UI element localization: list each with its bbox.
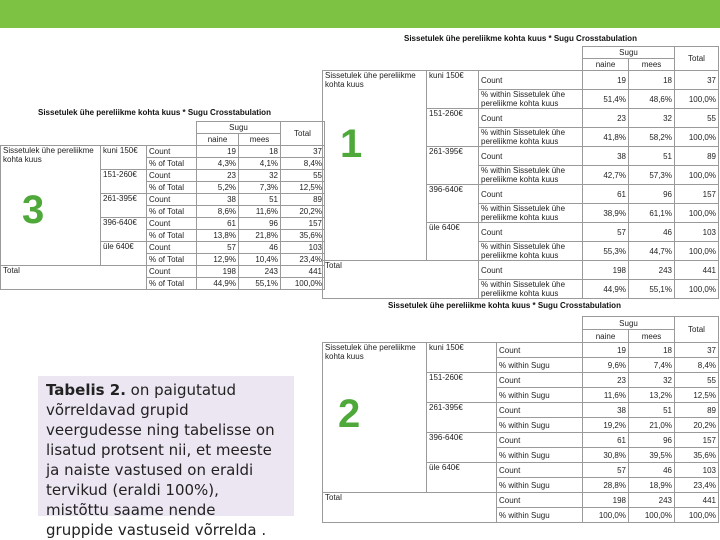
value-cell: 57: [583, 223, 629, 242]
caption-box: [38, 376, 294, 539]
value-cell: 35,6%: [281, 230, 325, 242]
corner-cell: [323, 317, 583, 330]
stat-label: Count: [497, 463, 583, 478]
value-cell: 12,9%: [197, 254, 239, 266]
group-header: Sugu: [197, 122, 281, 134]
value-cell: 5,2%: [197, 182, 239, 194]
value-cell: 23: [583, 109, 629, 128]
value-cell: 30,8%: [583, 448, 629, 463]
value-cell: 7,3%: [239, 182, 281, 194]
corner-cell: [1, 122, 197, 134]
value-cell: 55,1%: [629, 280, 675, 299]
row-group-label: 151-260€: [427, 373, 497, 403]
stat-label: % within Sugu: [497, 508, 583, 523]
top-accent-bar: [0, 0, 720, 28]
value-cell: 19: [583, 343, 629, 358]
value-cell: 8,4%: [281, 158, 325, 170]
value-cell: 23: [583, 373, 629, 388]
value-cell: 38: [197, 194, 239, 206]
row-group-label: üle 640€: [427, 223, 479, 261]
value-cell: 7,4%: [629, 358, 675, 373]
table-row: [323, 493, 719, 508]
stat-label: % within Sugu: [497, 418, 583, 433]
value-cell: 55: [675, 373, 719, 388]
value-cell: 28,8%: [583, 478, 629, 493]
value-cell: 21,0%: [629, 418, 675, 433]
total-header: Total: [675, 317, 719, 343]
stat-label: % within Sissetulek ühe pereliikme kohta kuus: [479, 242, 583, 261]
stat-label: Count: [479, 223, 583, 242]
row-group-label: 261-395€: [427, 147, 479, 185]
header-row: [323, 47, 719, 59]
value-cell: 103: [675, 223, 719, 242]
stat-label: Count: [147, 170, 197, 182]
value-cell: 157: [675, 433, 719, 448]
value-cell: 11,6%: [583, 388, 629, 403]
row-group-label: 151-260€: [101, 170, 147, 194]
row-group-label: kuni 150€: [101, 146, 147, 170]
value-cell: 55: [281, 170, 325, 182]
value-cell: 198: [583, 261, 629, 280]
col-header-naine: naine: [583, 330, 629, 343]
stat-label: % within Sissetulek ühe pereliikme kohta kuus: [479, 166, 583, 185]
stat-label: Count: [479, 71, 583, 90]
stat-label: % of Total: [147, 182, 197, 194]
stat-label: % within Sissetulek ühe pereliikme kohta kuus: [479, 90, 583, 109]
value-cell: 32: [629, 373, 675, 388]
crosstab-table-1: [322, 46, 719, 299]
value-cell: 19,2%: [583, 418, 629, 433]
value-cell: 48,6%: [629, 90, 675, 109]
value-cell: 38: [583, 403, 629, 418]
value-cell: 61,1%: [629, 204, 675, 223]
value-cell: 20,2%: [675, 418, 719, 433]
value-cell: 35,6%: [675, 448, 719, 463]
value-cell: 441: [675, 261, 719, 280]
table3-title: Sissetulek ühe pereliikme kohta kuus * Sugu Crosstabulation: [38, 108, 271, 117]
value-cell: 20,2%: [281, 206, 325, 218]
value-cell: 57: [583, 463, 629, 478]
value-cell: 44,7%: [629, 242, 675, 261]
stat-label: % of Total: [147, 254, 197, 266]
crosstab-table-3: [0, 121, 325, 290]
value-cell: 19: [583, 71, 629, 90]
table-row: [1, 146, 325, 158]
value-cell: 41,8%: [583, 128, 629, 147]
value-cell: 100,0%: [675, 90, 719, 109]
row-group-label: üle 640€: [427, 463, 497, 493]
stat-label: % within Sissetulek ühe pereliikme kohta kuus: [479, 204, 583, 223]
value-cell: 198: [583, 493, 629, 508]
stat-label: Count: [497, 343, 583, 358]
stat-label: % within Sissetulek ühe pereliikme kohta kuus: [479, 280, 583, 299]
value-cell: 46: [629, 223, 675, 242]
total-label: Total: [323, 493, 497, 523]
stat-label: % within Sugu: [497, 388, 583, 403]
value-cell: 37: [675, 343, 719, 358]
value-cell: 23,4%: [675, 478, 719, 493]
value-cell: 89: [675, 403, 719, 418]
row-variable-label: Sissetulek ühe pereliikme kohta kuus: [323, 343, 427, 493]
stat-label: Count: [497, 373, 583, 388]
value-cell: 38,9%: [583, 204, 629, 223]
row-group-label: kuni 150€: [427, 343, 497, 373]
value-cell: 100,0%: [675, 128, 719, 147]
value-cell: 57: [197, 242, 239, 254]
value-cell: 11,6%: [239, 206, 281, 218]
value-cell: 243: [629, 261, 675, 280]
value-cell: 9,6%: [583, 358, 629, 373]
value-cell: 100,0%: [629, 508, 675, 523]
value-cell: 100,0%: [675, 280, 719, 299]
stat-label: Count: [479, 261, 583, 280]
value-cell: 198: [197, 266, 239, 278]
header-row: [323, 59, 719, 71]
stat-label: % of Total: [147, 158, 197, 170]
value-cell: 103: [281, 242, 325, 254]
stat-label: Count: [147, 194, 197, 206]
value-cell: 55,1%: [239, 278, 281, 290]
caption-text: on paigutatud võrreldavad grupid veergudesse ning tabelisse on lisatud protsent nii, et meeste ja naiste vastused on eraldi tervikud (eraldi 100%), mistõttu saame nende gruppide vastuseid võrrelda .: [46, 381, 275, 539]
value-cell: 4,3%: [197, 158, 239, 170]
value-cell: 18: [629, 71, 675, 90]
value-cell: 100,0%: [675, 204, 719, 223]
table-row: [1, 266, 325, 278]
value-cell: 51: [629, 147, 675, 166]
value-cell: 32: [629, 109, 675, 128]
col-header-mees: mees: [629, 59, 675, 71]
table1-title: Sissetulek ühe pereliikme kohta kuus * Sugu Crosstabulation: [404, 34, 637, 43]
crosstab-table-2: [322, 316, 719, 523]
total-header: Total: [675, 47, 719, 71]
value-cell: 12,5%: [675, 388, 719, 403]
value-cell: 51,4%: [583, 90, 629, 109]
value-cell: 13,8%: [197, 230, 239, 242]
value-cell: 37: [281, 146, 325, 158]
total-header: Total: [281, 122, 325, 146]
stat-label: Count: [479, 109, 583, 128]
value-cell: 19: [197, 146, 239, 158]
row-group-label: kuni 150€: [427, 71, 479, 109]
value-cell: 46: [239, 242, 281, 254]
corner-cell: [323, 47, 583, 59]
table-row: [323, 343, 719, 358]
value-cell: 57,3%: [629, 166, 675, 185]
value-cell: 96: [629, 185, 675, 204]
stat-label: Count: [479, 147, 583, 166]
value-cell: 42,7%: [583, 166, 629, 185]
value-cell: 55: [675, 109, 719, 128]
stat-label: Count: [497, 433, 583, 448]
row-variable-label: Sissetulek ühe pereliikme kohta kuus: [323, 71, 427, 261]
stat-label: % of Total: [147, 206, 197, 218]
table-row: [323, 261, 719, 280]
stat-label: % within Sugu: [497, 478, 583, 493]
value-cell: 38: [583, 147, 629, 166]
col-header-naine: naine: [583, 59, 629, 71]
value-cell: 157: [675, 185, 719, 204]
value-cell: 100,0%: [675, 166, 719, 185]
value-cell: 103: [675, 463, 719, 478]
row-group-label: 151-260€: [427, 109, 479, 147]
header-row: [323, 317, 719, 330]
stat-label: Count: [497, 403, 583, 418]
stat-label: Count: [147, 242, 197, 254]
value-cell: 18: [629, 343, 675, 358]
value-cell: 243: [629, 493, 675, 508]
caption-bold: Tabelis 2.: [46, 381, 126, 399]
value-cell: 89: [281, 194, 325, 206]
stat-label: % of Total: [147, 230, 197, 242]
value-cell: 37: [675, 71, 719, 90]
value-cell: 12,5%: [281, 182, 325, 194]
value-cell: 100,0%: [281, 278, 325, 290]
corner-cell: [1, 134, 197, 146]
value-cell: 61: [583, 433, 629, 448]
value-cell: 46: [629, 463, 675, 478]
value-cell: 157: [281, 218, 325, 230]
table2-title: Sissetulek ühe pereliikme kohta kuus * Sugu Crosstabulation: [388, 301, 621, 310]
total-label: Total: [1, 266, 147, 290]
row-group-label: 261-395€: [427, 403, 497, 433]
row-group-label: 396-640€: [427, 185, 479, 223]
row-group-label: üle 640€: [101, 242, 147, 266]
value-cell: 100,0%: [583, 508, 629, 523]
value-cell: 18: [239, 146, 281, 158]
value-cell: 96: [239, 218, 281, 230]
stat-label: % within Sugu: [497, 358, 583, 373]
value-cell: 51: [629, 403, 675, 418]
value-cell: 21,8%: [239, 230, 281, 242]
value-cell: 89: [675, 147, 719, 166]
stat-label: Count: [147, 266, 197, 278]
label-number-3: 3: [22, 188, 45, 232]
header-row: [1, 134, 325, 146]
label-number-1: 1: [340, 122, 363, 166]
col-header-naine: naine: [197, 134, 239, 146]
stat-label: Count: [479, 185, 583, 204]
stat-label: Count: [147, 218, 197, 230]
header-row: [323, 330, 719, 343]
stat-label: % within Sugu: [497, 448, 583, 463]
value-cell: 100,0%: [675, 508, 719, 523]
corner-cell: [323, 330, 583, 343]
stat-label: Count: [497, 493, 583, 508]
value-cell: 32: [239, 170, 281, 182]
corner-cell: [323, 59, 583, 71]
row-group-label: 396-640€: [427, 433, 497, 463]
group-header: Sugu: [583, 317, 675, 330]
row-variable-label: Sissetulek ühe pereliikme kohta kuus: [1, 146, 101, 266]
value-cell: 10,4%: [239, 254, 281, 266]
col-header-mees: mees: [629, 330, 675, 343]
stat-label: % of Total: [147, 278, 197, 290]
value-cell: 8,4%: [675, 358, 719, 373]
stat-label: % within Sissetulek ühe pereliikme kohta kuus: [479, 128, 583, 147]
stat-label: Count: [147, 146, 197, 158]
value-cell: 243: [239, 266, 281, 278]
value-cell: 61: [197, 218, 239, 230]
table-row: [323, 71, 719, 90]
value-cell: 96: [629, 433, 675, 448]
col-header-mees: mees: [239, 134, 281, 146]
value-cell: 51: [239, 194, 281, 206]
value-cell: 23: [197, 170, 239, 182]
value-cell: 8,6%: [197, 206, 239, 218]
value-cell: 44,9%: [197, 278, 239, 290]
value-cell: 441: [675, 493, 719, 508]
value-cell: 100,0%: [675, 242, 719, 261]
value-cell: 4,1%: [239, 158, 281, 170]
value-cell: 44,9%: [583, 280, 629, 299]
value-cell: 23,4%: [281, 254, 325, 266]
value-cell: 58,2%: [629, 128, 675, 147]
value-cell: 39,5%: [629, 448, 675, 463]
row-group-label: 396-640€: [101, 218, 147, 242]
value-cell: 55,3%: [583, 242, 629, 261]
header-row: [1, 122, 325, 134]
group-header: Sugu: [583, 47, 675, 59]
value-cell: 18,9%: [629, 478, 675, 493]
value-cell: 13,2%: [629, 388, 675, 403]
total-label: Total: [323, 261, 479, 299]
label-number-2: 2: [338, 392, 361, 436]
row-group-label: 261-395€: [101, 194, 147, 218]
value-cell: 61: [583, 185, 629, 204]
value-cell: 441: [281, 266, 325, 278]
